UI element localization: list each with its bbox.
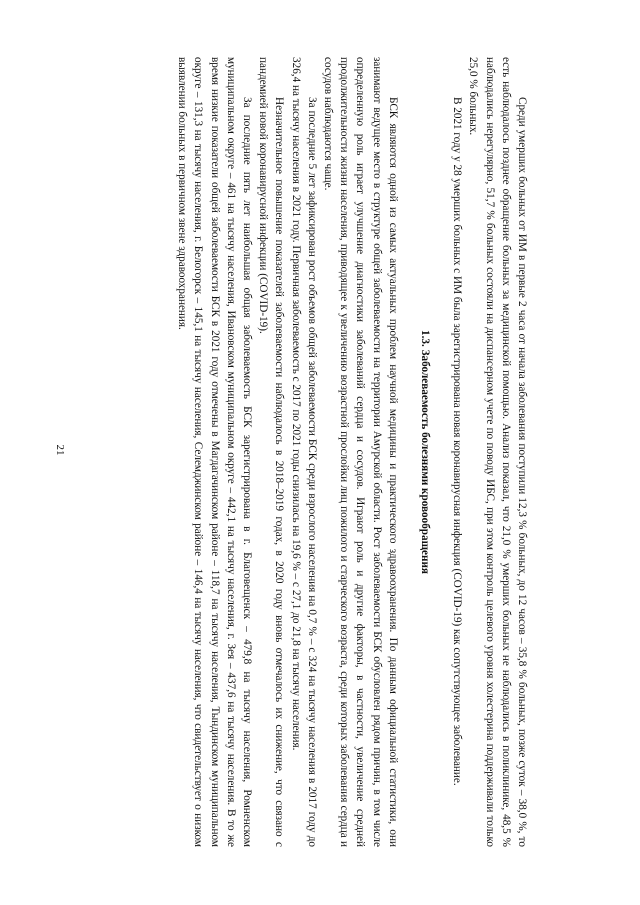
document-body xyxy=(110,57,530,847)
paragraph-regional-rates: За последние пять лет наибольшая общая заболеваемость БСК зарегистрирована в г. Благовещенск – 479,8 на тысячу населения, Ромненском муниципальном округе – 461 на тысячу населения, Ивановском муниципальном округе – 442,1 на тысячу населения, г. Зея – 437,6 на тысячу населения. В то же время низкие показатели общей заболеваемости БСК в 2021 году отмечены в Магдагачинском районе – 118,7 на тысячу населения, Тындинском муниципальном округе – 131,3 на тысячу населения, г. Белогорск – 145,1 на тысячу населения, Селемджинском районе – 146,4 на тысячу населения, что свидетельствует о низком выявлении больных в первичном звене здравоохранения. xyxy=(176,57,253,847)
paragraph-bsk-intro: БСК являются одной из самых актуальных проблем научной медицины и практического здравоохранения. По данным официальной статистики, они занимают ведущее место в структуре общей заболеваемости на территории Амурской области. Рост заболеваемости БСК обусловлен рядом причин, в том числе определенную роль играет улучшение диагностики заболеваний сердца и сосудов. Играют роль и другие факторы, в частности, увеличение средней продолжительности жизни населения, приводящее к увеличению возрастной прослойки лиц пожилого и старческого возраста, среди которых заболевания сердца и сосудов наблюдаются чаще. xyxy=(321,57,399,847)
paragraph-5-year-growth: За последние 5 лет зафиксирован рост объемов общей заболеваемости БСК среди взрослого населения на 0,7 % – с 324 на тысячу населения в 2017 году до 326,4 на тысячу населения в 2021 году. Первичная заболеваемость с 2017 по 2021 годы снизилась на 19,6 % – с 27,1 до 21,8 на тысячу населения. xyxy=(289,57,318,847)
paragraph-mortality-timing: Среди умерших больных от ИМ в первые 2 часа от начала заболевания поступили 12,3 % больных, до 12 часов – 35,8 % больных, позже суток – 38,0 %, то есть наблюдалось позднее обращение больных за медицинской помощью. Анализ показал, что 21,0 % умерших больных не наблюдались в поликлинике, 48,5 % наблюдались нерегулярно, 51,7 % больных состояли на диспансерном учете по поводу ИБС, при этом контроль целевого уровня холестерина поддерживали только 25,0 % больных. xyxy=(467,57,528,847)
paragraph-covid-2021: В 2021 году у 28 умерших больных с ИМ была зарегистрирована новая коронавирусная инфекция (COVID-19) как сопутствующее заболевание. xyxy=(451,97,464,786)
spacer xyxy=(401,57,417,847)
page-number: 21 xyxy=(54,444,66,456)
paragraph-minor-increase: Незначительное повышение показателей заболеваемости наблюдалось в 2018–2019 годах, в 2020 году вновь отмечалось их снижение, что связано с пандемией новой коронавирусной инфекции (COVID-19). xyxy=(257,57,286,847)
spacer xyxy=(433,57,449,847)
section-title: 1.3. Заболеваемость болезнями кровообращения xyxy=(418,330,431,574)
